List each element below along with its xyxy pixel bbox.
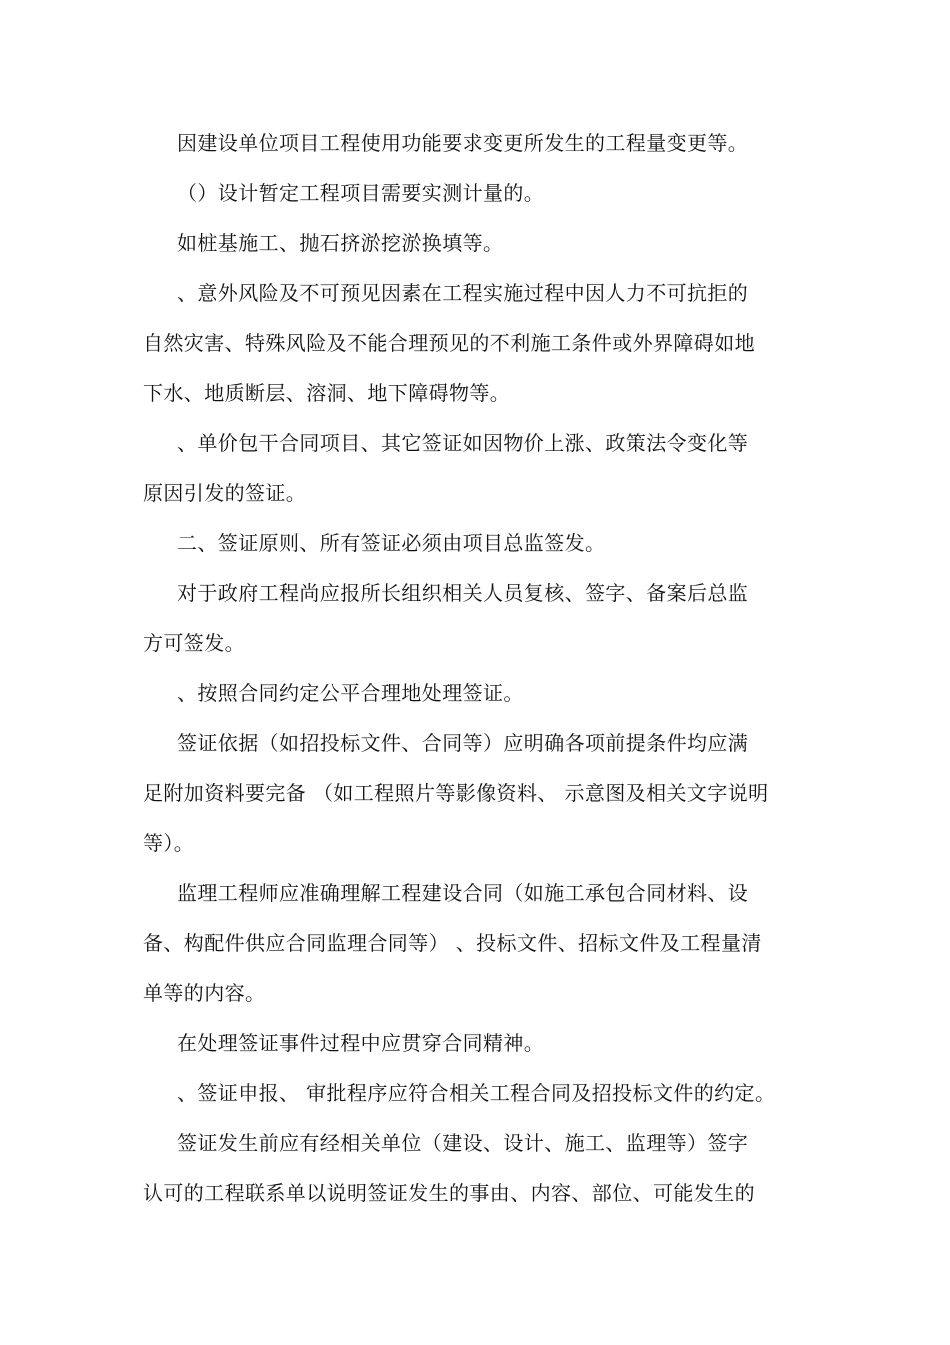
text-line: 监理工程师应准确理解工程建设合同（如施工承包合同材料、设 — [177, 881, 749, 905]
text-line: 签证依据（如招投标文件、合同等）应明确各项前提条件均应满 — [177, 731, 749, 755]
text-line: 签证发生前应有经相关单位（建设、设计、施工、监理等）签字 — [177, 1131, 749, 1155]
text-line: 备、构配件供应合同监理合同等） 、投标文件、招标文件及工程量清 — [143, 931, 762, 955]
text-line: 单等的内容。 — [143, 981, 266, 1005]
text-line: （）设计暂定工程项目需要实测计量的。 — [177, 181, 545, 205]
text-line: 、单价包干合同项目、其它签证如因物价上涨、政策法令变化等 — [177, 431, 749, 455]
text-line: 、意外风险及不可预见因素在工程实施过程中因人力不可抗拒的 — [177, 281, 749, 305]
text-line: 对于政府工程尚应报所长组织相关人员复核、签字、备案后总监 — [177, 581, 749, 605]
text-line: 在处理签证事件过程中应贯穿合同精神。 — [177, 1031, 545, 1055]
text-line: 下水、地质断层、溶洞、地下障碍物等。 — [143, 381, 511, 405]
text-line: 自然灾害、特殊风险及不能合理预见的不利施工条件或外界障碍如地 — [143, 331, 755, 355]
text-line: 如桩基施工、抛石挤淤挖淤换填等。 — [177, 231, 504, 255]
text-line: 足附加资料要完备 （如工程照片等影像资料、 示意图及相关文字说明 — [143, 781, 769, 805]
text-line: 原因引发的签证。 — [143, 481, 307, 505]
text-line: 因建设单位项目工程使用功能要求变更所发生的工程量变更等。 — [177, 131, 749, 155]
section-heading: 二、签证原则、所有签证必须由项目总监签发。 — [177, 531, 606, 555]
text-line: 认可的工程联系单以说明签证发生的事由、内容、部位、可能发生的 — [143, 1181, 755, 1205]
text-line: 、按照合同约定公平合理地处理签证。 — [177, 681, 524, 705]
text-line: 、签证申报、 审批程序应符合相关工程合同及招投标文件的约定。 — [177, 1081, 776, 1105]
text-line: 方可签发。 — [143, 631, 245, 655]
text-line: 等）。 — [143, 831, 195, 855]
